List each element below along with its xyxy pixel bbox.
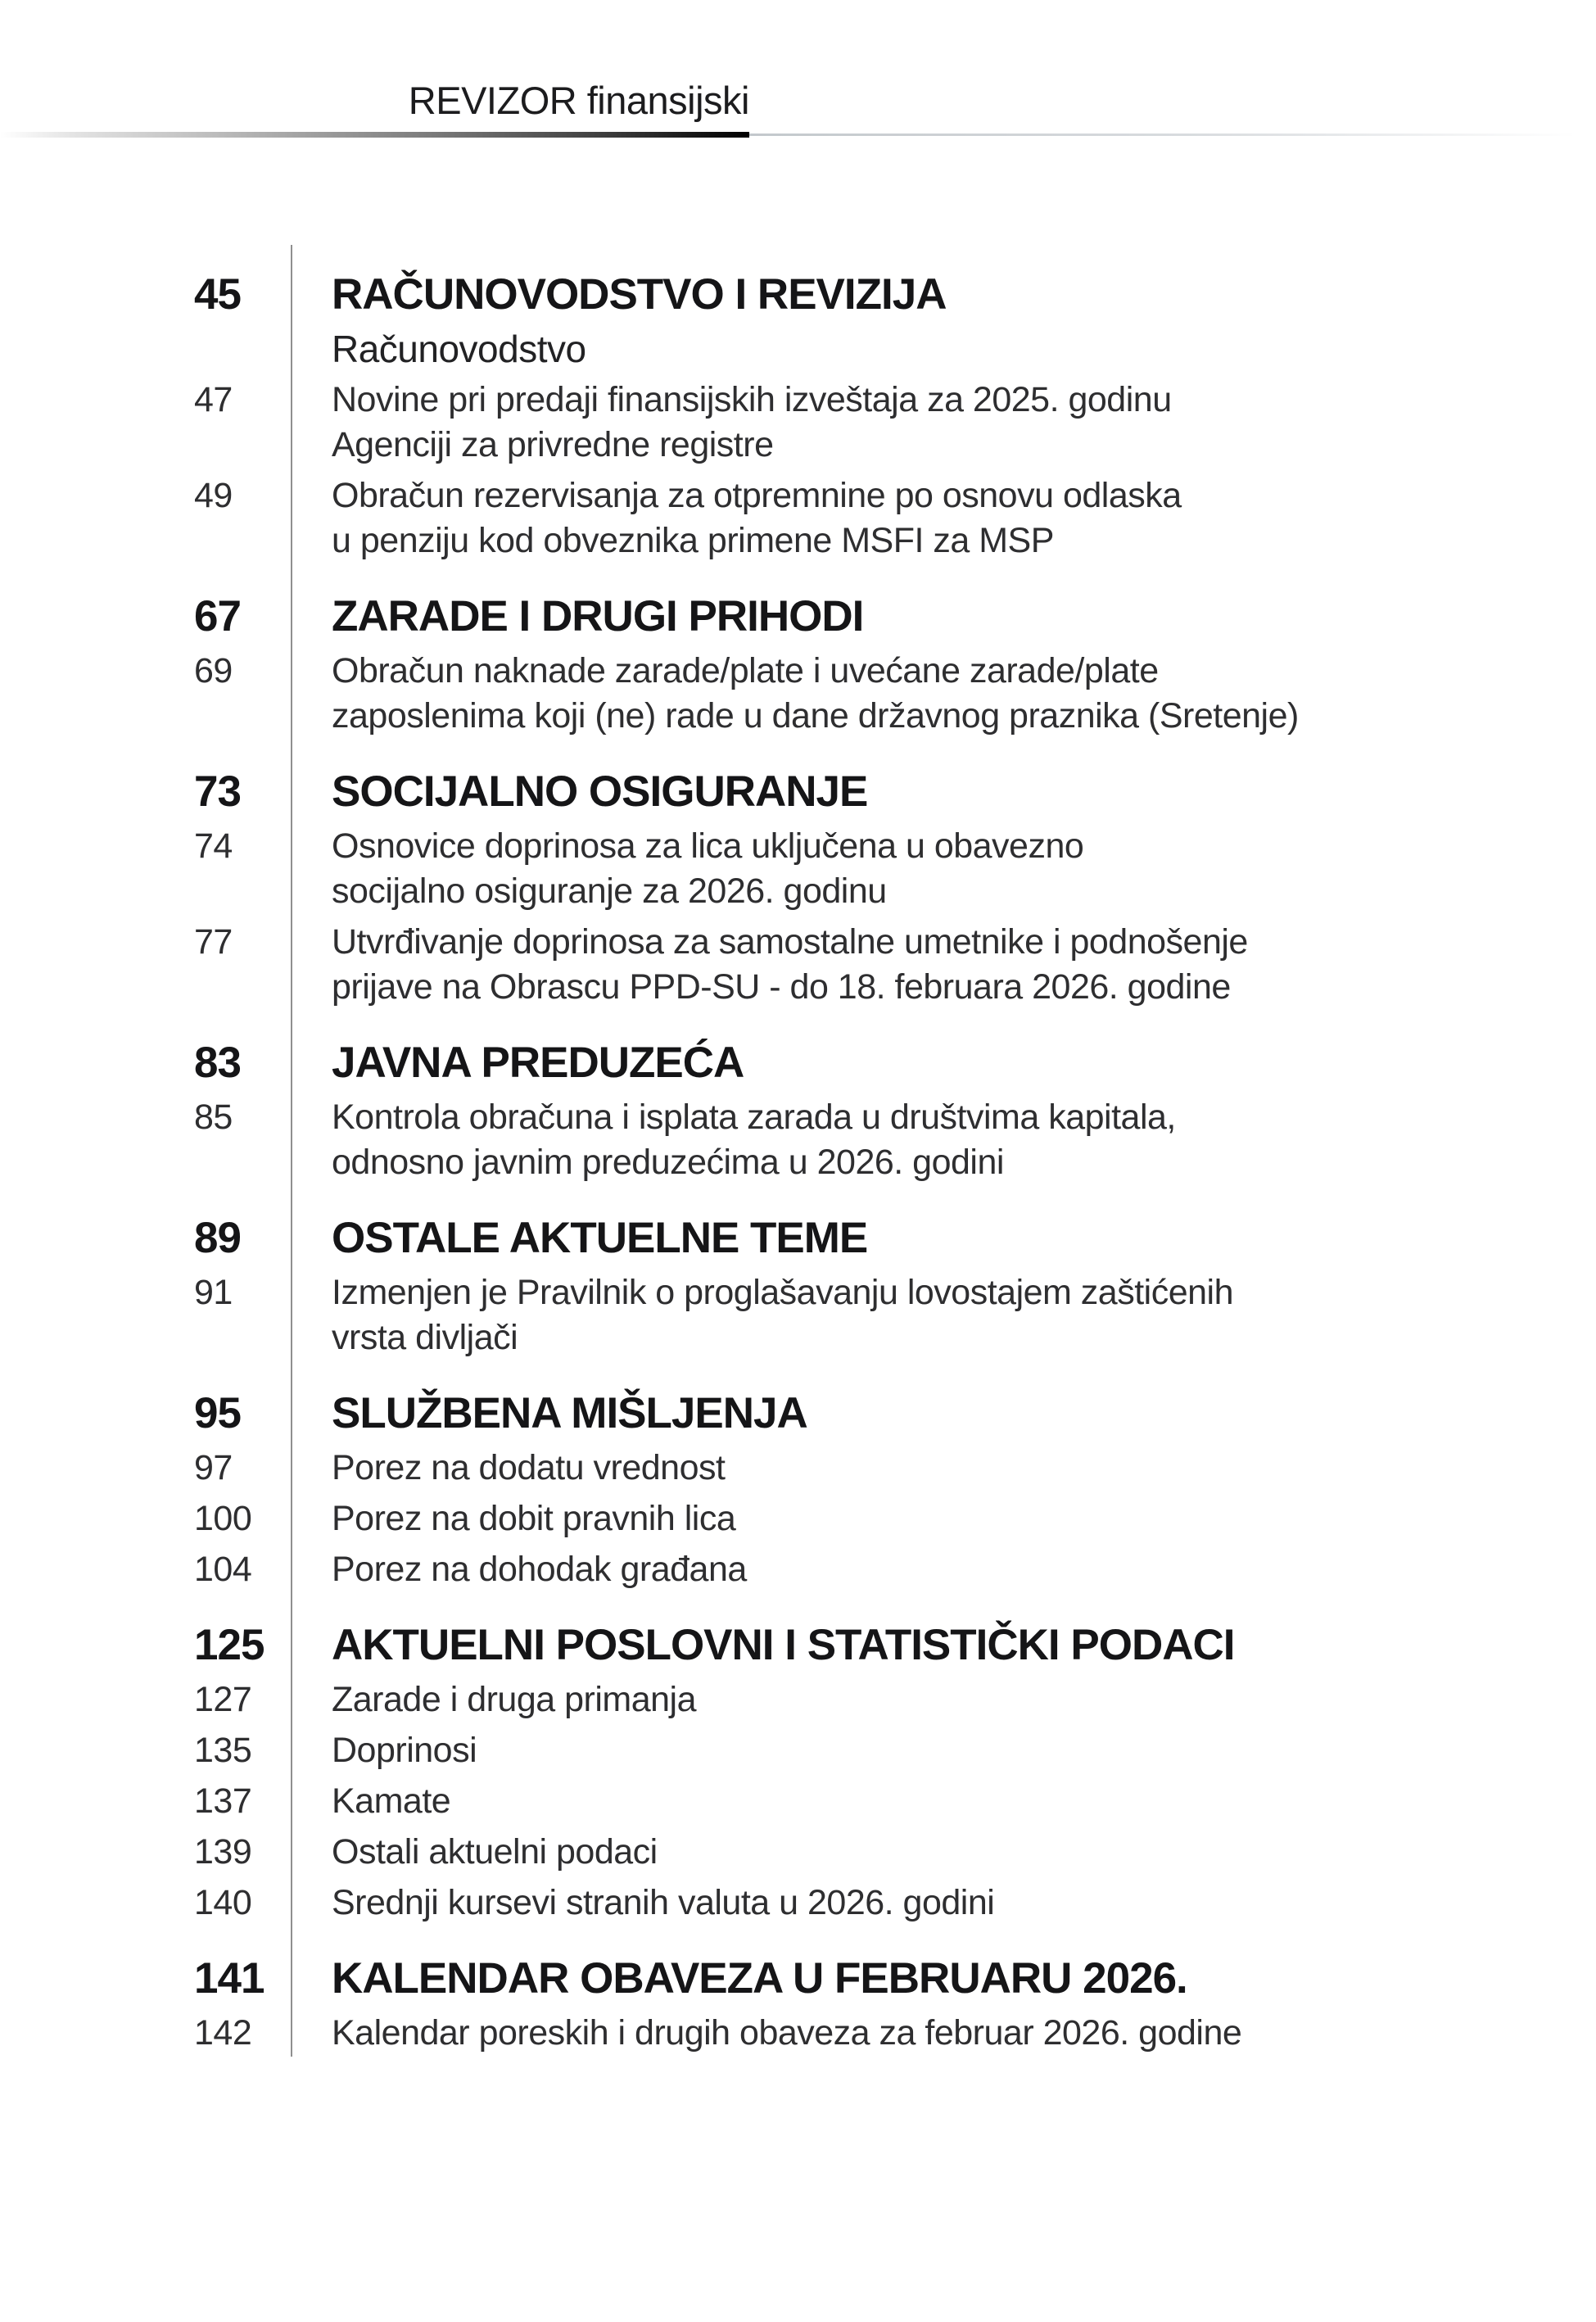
entry-page-number: 85 (194, 1098, 233, 1137)
entry-line: Utvrđivanje doprinosa za samostalne umetnike i podnošenje (332, 922, 1248, 962)
section-heading-row (194, 765, 1408, 818)
entry-title (332, 824, 1083, 914)
toc-entry-row (194, 1270, 1408, 1360)
entry-page-number: 139 (194, 1832, 252, 1872)
section-heading-row (194, 1036, 1408, 1089)
entry-title (332, 920, 1248, 1010)
journal-title: REVIZOR finansijski (408, 79, 749, 122)
entry-title (332, 1095, 1176, 1185)
entry-page-number: 100 (194, 1499, 252, 1538)
entry-line: Porez na dodatu vrednost (332, 1448, 726, 1487)
toc-entry-row (194, 1677, 1408, 1722)
toc-entry-row (194, 473, 1408, 564)
section-page-number: 73 (194, 767, 241, 816)
entry-line: Doprinosi (332, 1731, 477, 1770)
toc-entry-row (194, 1095, 1408, 1185)
entry-line: vrsta divljači (332, 1318, 518, 1357)
entry-line: u penziju kod obveznika primene MSFI za MSP (332, 521, 1054, 560)
section-page-number: 45 (194, 270, 241, 319)
entry-line: Srednji kursevi stranih valuta u 2026. godini (332, 1883, 995, 1922)
section-title: SLUŽBENA MIŠLJENJA (332, 1389, 807, 1437)
section-page-number: 95 (194, 1389, 241, 1437)
header-rule-light (749, 134, 1576, 136)
entry-line: Porez na dohodak građana (332, 1550, 747, 1589)
toc-entry-row (194, 2011, 1408, 2056)
entry-page-number: 135 (194, 1731, 252, 1770)
entry-line: Porez na dobit pravnih lica (332, 1499, 736, 1538)
table-of-contents (0, 242, 1408, 2062)
section-page-number: 141 (194, 1954, 264, 2003)
toc-entry-row (194, 1779, 1408, 1824)
toc-entry-row (194, 649, 1408, 739)
section-page-number: 83 (194, 1039, 241, 1087)
section-title: OSTALE AKTUELNE TEME (332, 1214, 868, 1262)
toc-divider-line (291, 245, 292, 2057)
toc-entry-row (194, 920, 1408, 1010)
section-subheading-row (194, 327, 1408, 372)
entry-title (332, 1728, 477, 1773)
toc-entry-row (194, 378, 1408, 468)
toc-entry-row (194, 1728, 1408, 1773)
entry-line: Kalendar poreskih i drugih obaveza za februar 2026. godine (332, 2013, 1242, 2053)
entry-page-number: 137 (194, 1781, 252, 1821)
entry-title (332, 1446, 725, 1491)
section-heading-row (194, 1952, 1408, 2005)
entry-page-number: 69 (194, 651, 233, 690)
entry-page-number: 140 (194, 1883, 252, 1922)
toc-entry-row (194, 1496, 1408, 1541)
section-page-number: 67 (194, 592, 241, 640)
entry-title (332, 2011, 1241, 2056)
entry-title (332, 1496, 735, 1541)
entry-line: socijalno osiguranje za 2026. godinu (332, 871, 887, 911)
section-title: JAVNA PREDUZEĆA (332, 1039, 744, 1087)
entry-line: Osnovice doprinosa za lica uključena u obavezno (332, 826, 1084, 866)
entry-line: prijave na Obrascu PPD-SU - do 18. februara 2026. godine (332, 967, 1231, 1007)
entry-page-number: 127 (194, 1680, 252, 1719)
entry-line: Agenciji za privredne registre (332, 425, 774, 464)
entry-title (332, 1677, 696, 1722)
toc-entry-row (194, 1830, 1408, 1875)
entry-page-number: 77 (194, 922, 233, 962)
entry-line: Kamate (332, 1781, 451, 1821)
section-title: AKTUELNI POSLOVNI I STATISTIČKI PODACI (332, 1621, 1235, 1669)
entry-line: Zarade i druga primanja (332, 1680, 697, 1719)
section-heading-row (194, 268, 1408, 321)
section-page-number: 89 (194, 1214, 241, 1262)
entry-line: zaposlenima koji (ne) rade u dane državnog praznika (Sretenje) (332, 696, 1299, 736)
entry-title (332, 1830, 658, 1875)
entry-line: Ostali aktuelni podaci (332, 1832, 658, 1872)
entry-line: Obračun naknade zarade/plate i uvećane zarade/plate (332, 651, 1159, 690)
toc-entry-row (194, 1881, 1408, 1926)
entry-line: Izmenjen je Pravilnik o proglašavanju lovostajem zaštićenih (332, 1273, 1234, 1312)
entry-title (332, 649, 1299, 739)
section-page-number: 125 (194, 1621, 264, 1669)
section-title: ZARADE I DRUGI PRIHODI (332, 592, 864, 640)
section-heading-row (194, 1387, 1408, 1440)
entry-title (332, 1270, 1233, 1360)
entry-page-number: 91 (194, 1273, 233, 1312)
header-rule-dark (0, 132, 749, 138)
entry-line: Kontrola obračuna i isplata zarada u društvima kapitala, (332, 1098, 1176, 1137)
section-heading-row (194, 590, 1408, 643)
section-title: SOCIJALNO OSIGURANJE (332, 767, 868, 816)
section-title: KALENDAR OBAVEZA U FEBRUARU 2026. (332, 1954, 1187, 2003)
entry-page-number: 74 (194, 826, 233, 866)
entry-line: Obračun rezervisanja za otpremnine po osnovu odlaska (332, 476, 1182, 515)
entry-title (332, 378, 1172, 468)
section-heading-row (194, 1211, 1408, 1265)
section-title: RAČUNOVODSTVO I REVIZIJA (332, 270, 947, 319)
entry-line: odnosno javnim preduzećima u 2026. godini (332, 1143, 1004, 1182)
entry-title (332, 473, 1182, 564)
entry-title (332, 1881, 994, 1926)
entry-page-number: 104 (194, 1550, 252, 1589)
toc-entry-row (194, 824, 1408, 914)
entry-page-number: 49 (194, 476, 233, 515)
entry-page-number: 47 (194, 380, 233, 419)
toc-entry-row (194, 1446, 1408, 1491)
section-heading-row (194, 1618, 1408, 1672)
entry-page-number: 142 (194, 2013, 252, 2053)
toc-entry-row (194, 1547, 1408, 1592)
entry-title (332, 1779, 450, 1824)
entry-title (332, 1547, 747, 1592)
entry-page-number: 97 (194, 1448, 233, 1487)
section-subheading: Računovodstvo (332, 328, 586, 370)
entry-line: Novine pri predaji finansijskih izveštaja za 2025. godinu (332, 380, 1172, 419)
